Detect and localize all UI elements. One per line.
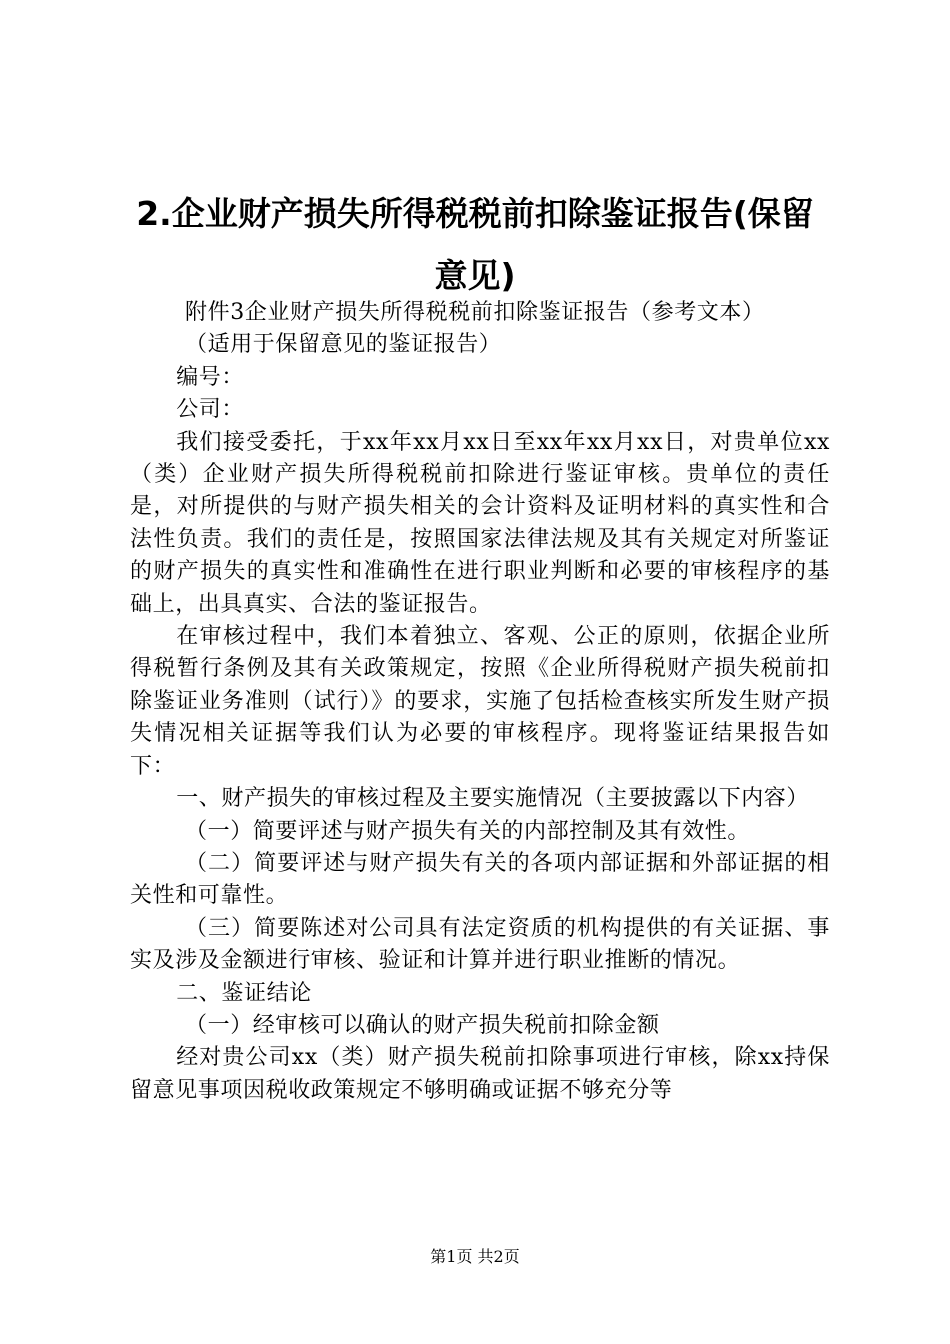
document-body bbox=[130, 297, 830, 1107]
paragraph-company: 公司： bbox=[176, 397, 244, 423]
list-item-evidence: （二）简要评述与财产损失有关的各项内部证据和外部证据的相关性和可靠性。 bbox=[130, 850, 830, 909]
paragraph-serial-number: 编号： bbox=[176, 364, 244, 390]
section-heading-review: 一、财产损失的审核过程及主要实施情况（主要披露以下内容） bbox=[176, 786, 809, 812]
section-heading-conclusion: 二、鉴证结论 bbox=[176, 980, 312, 1006]
page-footer: 第1页 共2页 bbox=[430, 1247, 520, 1266]
paragraph-attachment-heading: 附件3企业财产损失所得税税前扣除鉴证报告（参考文本） bbox=[185, 300, 765, 325]
list-item-qualified-agency: （三）简要陈述对公司具有法定资质的机构提供的有关证据、事实及涉及金额进行审核、验证和计算并进行职业推断的情况。 bbox=[130, 915, 830, 974]
list-item-internal-control: （一）简要评述与财产损失有关的内部控制及其有效性。 bbox=[185, 818, 751, 844]
paragraph-review-process: 在审核过程中，我们本着独立、客观、公正的原则，依据企业所得税暂行条例及其有关政策规定，按照《企业所得税财产损失税前扣除鉴证业务准则（试行）》的要求，实施了包括检查核实所发生财产损失情况相关证据等我们认为必要的审核程序。现将鉴证结果报告如下： bbox=[130, 624, 830, 779]
paragraph-conclusion-detail: 经对贵公司xx（类）财产损失税前扣除事项进行审核，除xx持保留意见事项因税收政策规定不够明确或证据不够充分等 bbox=[130, 1045, 830, 1103]
document-title: 2.企业财产损失所得税税前扣除鉴证报告(保留意见) bbox=[136, 194, 814, 295]
paragraph-engagement: 我们接受委托，于xx年xx月xx日至xx年xx月xx日，对贵单位xx（类）企业财产损失所得税税前扣除进行鉴证审核。贵单位的责任是，对所提供的与财产损失相关的会计资料及证明材料的真实性和合法性负责。我们的责任是，按照国家法律法规及其有关规定对所鉴证的财产损失的真实性和准确性在进行职业判断和必要的审核程序的基础上，出具真实、合法的鉴证报告。 bbox=[130, 429, 830, 617]
list-item-confirmed-amount: （一）经审核可以确认的财产损失税前扣除金额 bbox=[185, 1012, 660, 1038]
paragraph-applicability-note: （适用于保留意见的鉴证报告） bbox=[185, 332, 502, 358]
